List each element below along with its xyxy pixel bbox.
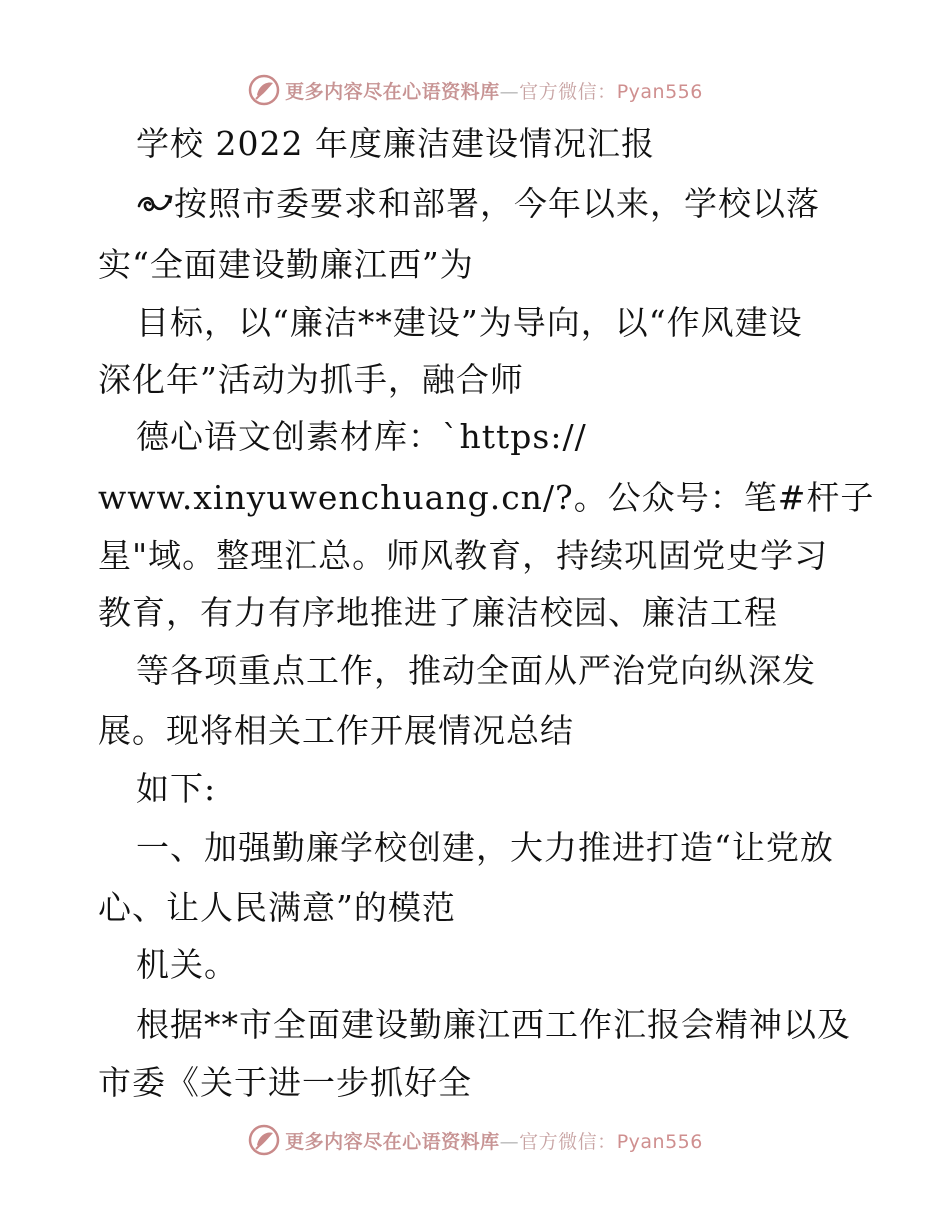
header-watermark-text [285, 77, 703, 104]
paragraph-line: 等各项重点工作，推动全面从严治党向纵深发 [136, 651, 816, 690]
paragraph-line: 德心语文创素材库：`https:// [136, 417, 587, 456]
footer-watermark-text [285, 1127, 703, 1154]
paragraph-line: 目标，以“廉洁**建设”为导向，以“作风建设 [136, 303, 803, 342]
header-watermark-lead: 更多内容尽在心语资料库 [285, 80, 500, 103]
brand-logo-icon [247, 73, 281, 107]
document-title: 学校 2022 年度廉洁建设情况汇报 [136, 124, 655, 163]
header-watermark-separator: — [499, 80, 520, 103]
footer-watermark-wechat-id: Pyan556 [616, 1130, 703, 1153]
paragraph-line: www.xinyuwenchuang.cn/?。公众号：笔#杆子 [98, 478, 875, 517]
paragraph-line: 如下: [136, 769, 217, 808]
footer-watermark [0, 1120, 950, 1160]
paragraph-line: 深化年”活动为抓手，融合师 [98, 360, 524, 399]
paragraph-line: 展。现将相关工作开展情况总结 [98, 711, 574, 750]
header-watermark-wechat-id: Pyan556 [616, 80, 703, 103]
footer-watermark-separator: — [499, 1130, 520, 1153]
header-watermark-wechat-label: 官方微信： [519, 80, 617, 103]
footer-watermark-lead: 更多内容尽在心语资料库 [285, 1130, 500, 1153]
footer-watermark-wechat-label: 官方微信： [519, 1130, 617, 1153]
paragraph-line: 市委《关于进一步抓好全 [98, 1063, 472, 1102]
header-watermark [0, 70, 950, 110]
paragraph-line: 机关。 [136, 945, 238, 984]
paragraph-line: 根据**市全面建设勤廉江西工作汇报会精神以及 [136, 1005, 851, 1044]
paragraph-line: 星"域。整理汇总。师风教育，持续巩固党史学习 [98, 536, 829, 575]
section-heading: 一、加强勤廉学校创建，大力推进打造“让党放 [136, 828, 834, 867]
brand-logo-icon [247, 1123, 281, 1157]
paragraph-line: 实“全面建设勤廉江西”为 [98, 245, 474, 284]
paragraph-line-text: 按照市委要求和部署，今年以来，学校以落 [174, 184, 820, 223]
paragraph-line: 心、让人民满意”的模范 [98, 888, 456, 927]
paragraph-line [136, 184, 820, 224]
paragraph-line: 教育，有力有序地推进了廉洁校园、廉洁工程 [98, 593, 778, 632]
swirl-ornament-icon [136, 190, 174, 218]
